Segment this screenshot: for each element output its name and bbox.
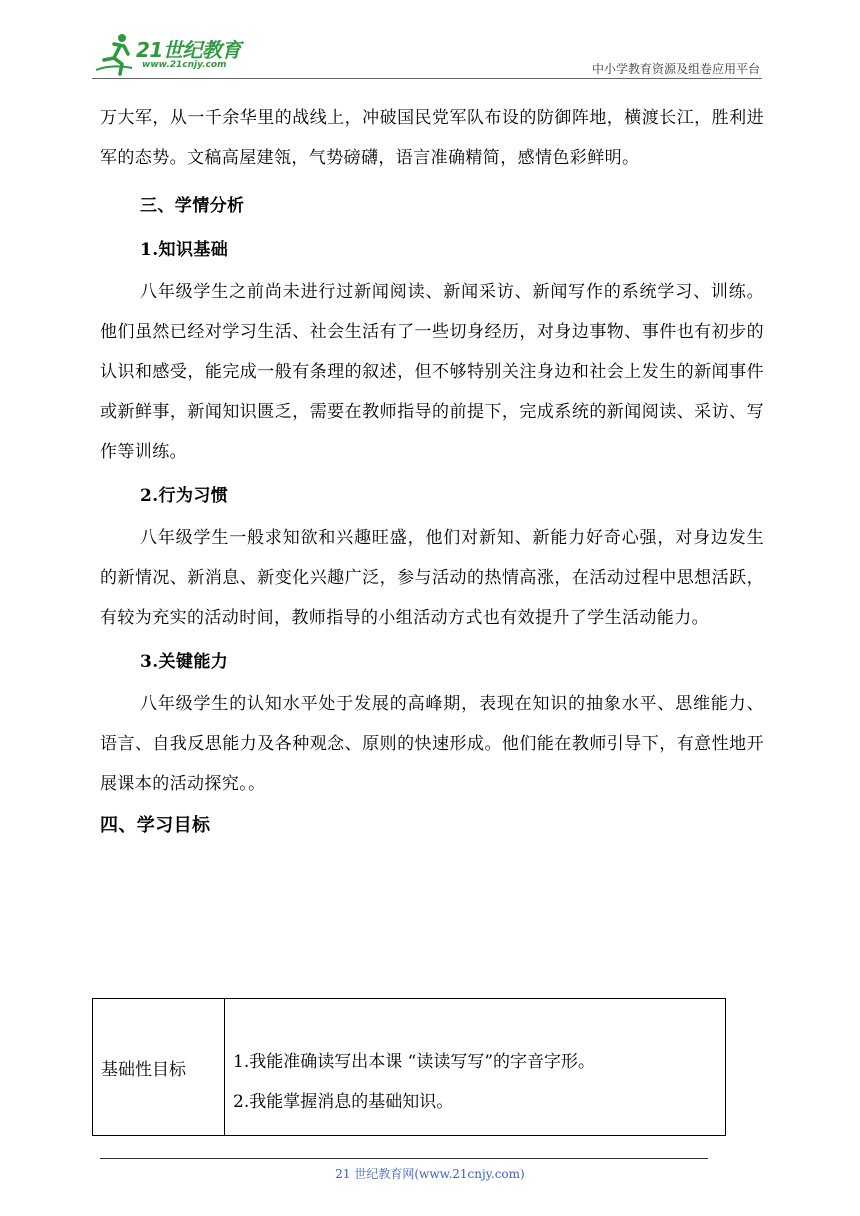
logo [92,30,262,76]
footer-divider [100,1158,708,1159]
section4-title: 四、学习目标 [100,815,211,836]
page-header [92,28,762,80]
logo-url: www.21cnjy.com [142,60,227,70]
sub3-text: 八年级学生的认知水平处于发展的高峰期，表现在知识的抽象水平、思维能力、语言、自我反思能力及各种观念、原则的快速形成。他们能在教师引导下，有意性地开展课本的活动探究。。 [100,694,764,794]
footer-text: 21 世纪教育网(www.21cnjy.com) [335,1167,525,1181]
goal-items-cell [225,999,726,1136]
goal-item: 1.我能准确读写出本课 “读读写写”的字音字形。 [233,1052,596,1072]
platform-name: 中小学教育资源及组卷应用平台 [591,62,760,76]
goals-table [92,998,726,1136]
document-body [100,98,764,846]
logo-text: 21世纪教育 [136,38,241,62]
runner-icon [92,30,138,76]
header-divider [92,78,762,79]
sub2-text: 八年级学生一般求知欲和兴趣旺盛，他们对新知、新能力好奇心强，对身边发生的新情况、新消息、新变化兴趣广泛，参与活动的热情高涨，在活动过程中思想活跃，有较为充实的活动时间，教师指导的小组活动方式也有效提升了学生活动能力。 [100,528,764,628]
sub2-title: 2.行为习惯 [140,486,229,506]
sub3-title: 3.关键能力 [140,652,229,672]
sub1-text: 八年级学生之前尚未进行过新闻阅读、新闻采访、新闻写作的系统学习、训练。他们虽然已经对学习生活、社会生活有了一些切身经历，对身边事物、事件也有初步的认识和感受，能完成一般有条理的叙述，但不够特别关注身边和社会上发生的新闻事件或新鲜事，新闻知识匮乏，需要在教师指导的前提下，完成系统的新闻阅读、采访、写作等训练。 [100,282,764,462]
goal-item: 2.我能掌握消息的基础知识。 [233,1092,454,1112]
paragraph-continued: 万大军，从一千余华里的战线上，冲破国民党军队布设的防御阵地，横渡长江，胜利进军的态势。文稿高屋建瓴，气势磅礴，语言准确精简，感情色彩鲜明。 [100,108,764,168]
table-row [93,999,726,1136]
section3-title: 三、学情分析 [140,196,245,216]
sub1-title: 1.知识基础 [140,240,229,260]
goal-category-cell: 基础性目标 [93,999,225,1136]
